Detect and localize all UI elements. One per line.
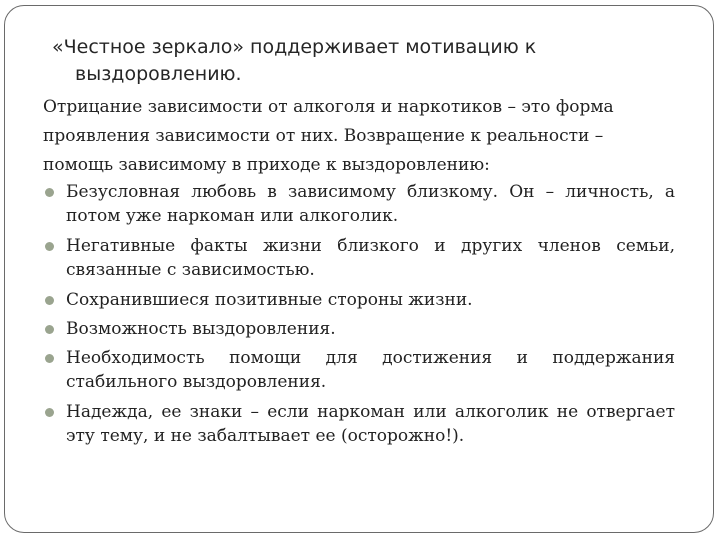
bullet-text: Сохранившиеся позитивные стороны жизни. [66, 290, 473, 310]
bullet-item [43, 180, 675, 228]
bullet-dot-icon [45, 188, 54, 197]
bullet-text: Необходимость помощи для достижения и поддержания стабильного выздоровления. [66, 348, 675, 392]
bullet-list [43, 180, 675, 448]
intro-paragraph [43, 93, 675, 180]
bullet-dot-icon [45, 354, 54, 363]
bullet-text: Надежда, ее знаки – если наркоман или алкоголик не отвергает эту тему, и не забалтывает ее (осторожно!). [66, 402, 675, 446]
bullet-item [43, 346, 675, 394]
bullet-item [43, 234, 675, 282]
slide-title [48, 34, 608, 88]
bullet-dot-icon [45, 242, 54, 251]
intro-line: помощь зависимому в приходе к выздоровлению: [43, 155, 490, 175]
bullet-dot-icon [45, 296, 54, 305]
title-line-2: выздоровлению. [75, 63, 242, 85]
bullet-item [43, 400, 675, 448]
slide-body [43, 93, 675, 454]
bullet-text: Безусловная любовь в зависимому близкому. Он – личность, а потом уже наркоман или алкоголик. [66, 182, 675, 226]
bullet-dot-icon [45, 325, 54, 334]
bullet-dot-icon [45, 408, 54, 417]
bullet-text: Возможность выздоровления. [66, 319, 336, 339]
intro-line: проявления зависимости от них. Возвращение к реальности – [43, 126, 604, 146]
intro-line: Отрицание зависимости от алкоголя и наркотиков – это форма [43, 97, 614, 117]
bullet-item [43, 317, 675, 341]
title-line-1: «Честное зеркало» поддерживает мотивацию к [52, 36, 537, 58]
bullet-text: Негативные факты жизни близкого и других членов семьи, связанные с зависимостью. [66, 236, 675, 280]
bullet-item [43, 288, 675, 312]
